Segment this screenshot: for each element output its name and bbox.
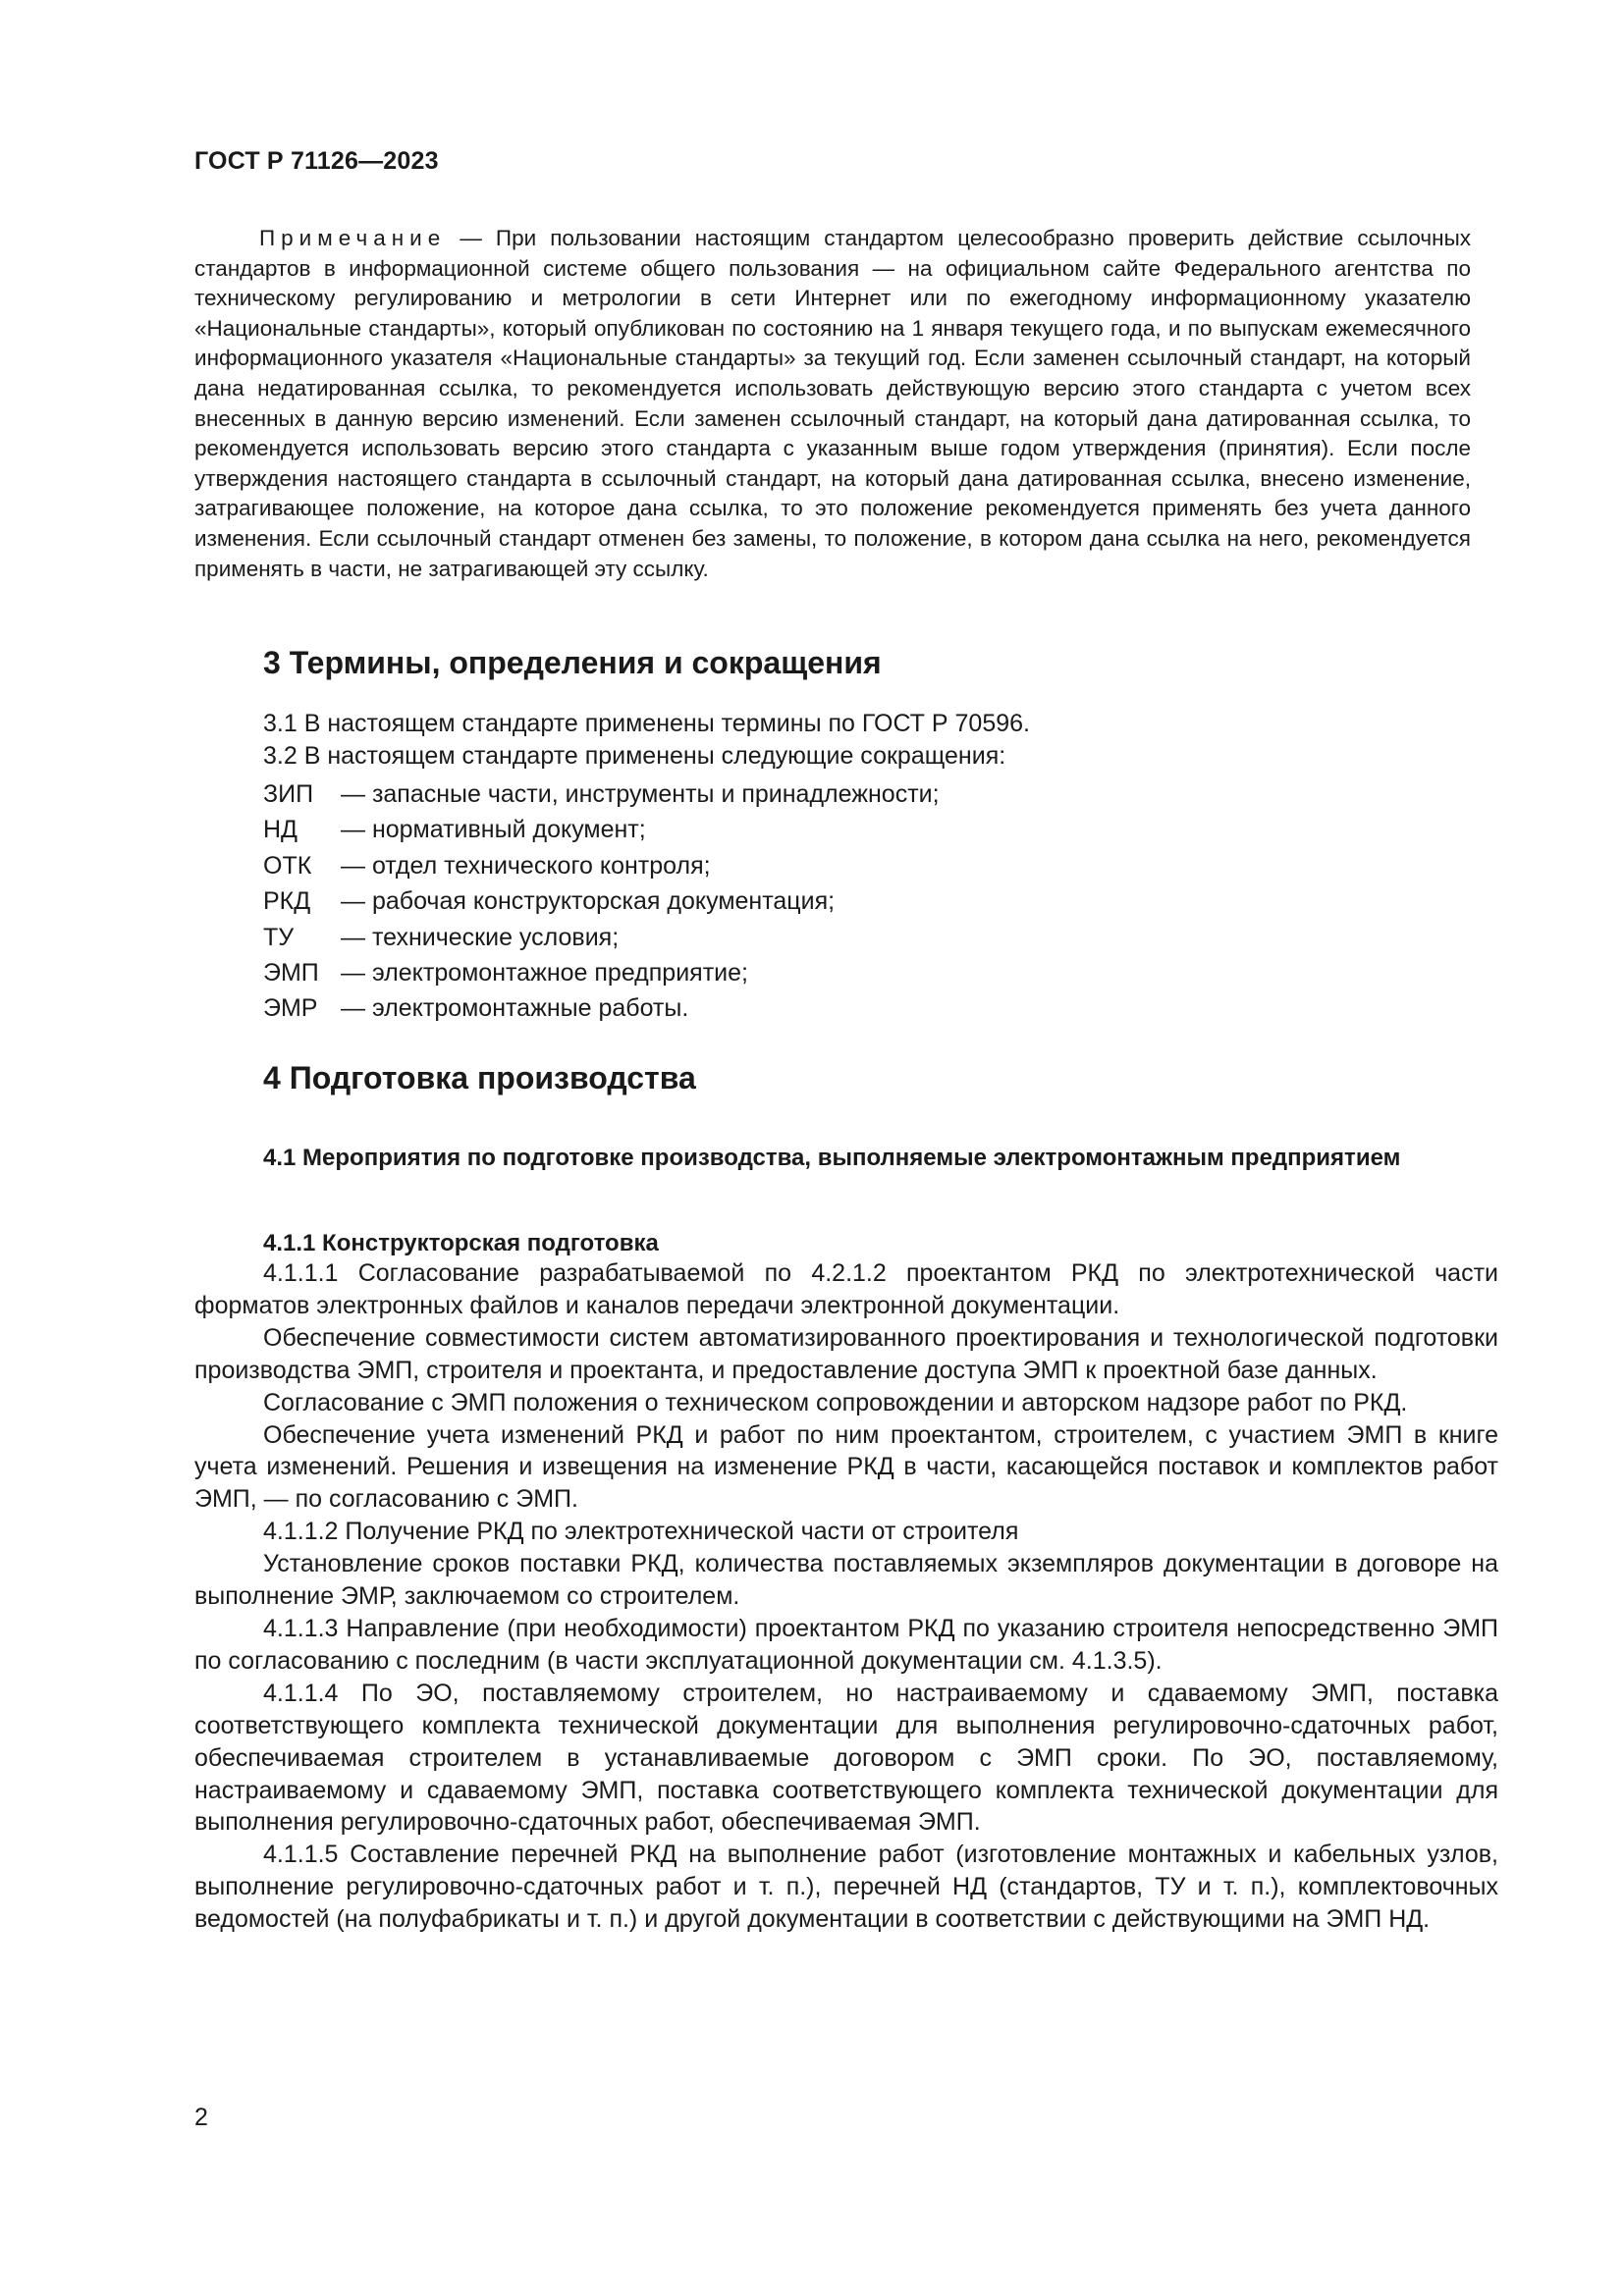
- abbreviation-code: ЭМР: [263, 994, 318, 1023]
- body-paragraph: 4.1.1.4 По ЭО, поставляемому строителем, но настраиваемому и сдаваемому ЭМП, поставка соответствующего комплекта технической документации для выполнения регулировочно-сдаточных работ, обеспечиваемая строителем в устанавливаемые договором с ЭМП сроки. По ЭО, поставляемому, настраиваемому и сдаваемому ЭМП, поставка соответствующего комплекта технической документации для выполнения регулировочно-сдаточных работ, обеспечиваемая ЭМП.: [194, 1679, 1498, 1837]
- document-header: ГОСТ Р 71126—2023: [194, 147, 439, 175]
- abbreviation-item: [263, 990, 940, 1026]
- body-paragraph: Согласование с ЭМП положения о техническом сопровождении и авторском надзоре работ по РКД.: [263, 1388, 1408, 1416]
- abbreviation-item: [263, 812, 940, 847]
- body-paragraph: 4.1.1.5 Составление перечней РКД на выполнение работ (изготовление монтажных и кабельных узлов, выполнение регулировочно-сдаточных работ и т. п.), перечней НД (стандартов, ТУ и т. п.), комплектовочных ведомостей (на полуфабрикаты и т. п.) и другой документации в соответствии с действующими на ЭМП НД.: [194, 1841, 1498, 1934]
- note-label: Примечание: [259, 226, 447, 250]
- reference-note: [194, 224, 1471, 584]
- abbreviation-code: ОТК: [263, 851, 312, 880]
- abbreviation-code: РКД: [263, 887, 311, 916]
- page-number: 2: [194, 2104, 208, 2131]
- body-paragraph: 4.1.1.3 Направление (при необходимости) проектантом РКД по указанию строителя непосредственно ЭМП по согласованию с последним (в части эксплуатационной документации см. 4.1.3.5).: [194, 1614, 1498, 1675]
- section-4-title: 4 Подготовка производства: [263, 1060, 696, 1095]
- abbreviation-definition: — электромонтажное предприятие;: [341, 958, 748, 987]
- abbreviation-item: [263, 883, 940, 919]
- abbreviation-item: [263, 920, 940, 955]
- abbreviation-definition: — электромонтажные работы.: [341, 994, 689, 1023]
- abbreviation-definition: — запасные части, инструменты и принадлежности;: [341, 780, 940, 808]
- section-4-1-title: 4.1 Мероприятия по подготовке производства, выполняемые электромонтажным предприятием: [263, 1145, 1401, 1171]
- abbreviation-definition: — нормативный документ;: [341, 816, 646, 844]
- abbreviation-item: [263, 776, 940, 812]
- abbreviation-code: ТУ: [263, 923, 295, 951]
- section-3-title: 3 Термины, определения и сокращения: [263, 645, 882, 680]
- abbreviations-list: [263, 776, 940, 1027]
- body-paragraph: Установление сроков поставки РКД, количества поставляемых экземпляров документации в договоре на выполнение ЭМР, заключаемом со строителем.: [194, 1550, 1498, 1611]
- section-4-body: [194, 1257, 1498, 1936]
- abbreviation-code: ЗИП: [263, 780, 314, 808]
- abbreviation-definition: — технические условия;: [341, 923, 620, 951]
- note-text: — При пользовании настоящим стандартом целесообразно проверить действие ссылочных стандартов в информационной системе общего пользования — на официальном сайте Федерального агентства по техническому регулированию и метрологии в сети Интернет или по ежегодному информационному указателю «Национальные стандарты», который опубликован по состоянию на 1 января текущего года, и по выпускам ежемесячного информационного указателя «Национальные стандарты» за текущий год. Если заменен ссылочный стандарт, на который дана недатированная ссылка, то рекомендуется использовать действующую версию этого стандарта с учетом всех внесенных в данную версию изменений. Если заменен ссылочный стандарт, на который дана датированная ссылка, то рекомендуется использовать версию этого стандарта с указанным выше годом утверждения (принятия). Если после утверждения настоящего стандарта в ссылочный стандарт, на который дана датированная ссылка, внесено изменение, затрагивающее положение, на которое дана ссылка, то это положение рекомендуется применять без учета данного изменения. Если ссылочный стандарт отменен без замены, то положение, в котором дана ссылка на него, рекомендуется применять в части, не затрагивающей эту ссылку.: [194, 226, 1471, 581]
- abbreviation-definition: — отдел технического контроля;: [341, 851, 711, 880]
- abbreviation-item: [263, 955, 940, 990]
- abbreviation-code: ЭМП: [263, 958, 319, 987]
- body-paragraph: 4.1.1.2 Получение РКД по электротехнической части от строителя: [263, 1518, 1019, 1546]
- body-paragraph: Обеспечение совместимости систем автоматизированного проектирования и технологической подготовки производства ЭМП, строителя и проектанта, и предоставление доступа ЭМП к проектной базе данных.: [194, 1323, 1498, 1384]
- body-paragraph: Обеспечение учета изменений РКД и работ по ним проектантом, строителем, с участием ЭМП в книге учета изменений. Решения и извещения на изменение РКД в части, касающейся поставок и комплектов работ ЭМП, — по согласованию с ЭМП.: [194, 1420, 1498, 1514]
- abbreviation-item: [263, 848, 940, 883]
- section-3-1-paragraph: 3.1 В настоящем стандарте применены термины по ГОСТ Р 70596.: [263, 710, 1030, 737]
- body-paragraph: 4.1.1.1 Согласование разрабатываемой по 4.2.1.2 проектантом РКД по электротехнической части форматов электронных файлов и каналов передачи электронной документации.: [194, 1259, 1498, 1319]
- abbreviation-definition: — рабочая конструкторская документация;: [341, 887, 836, 916]
- section-4-1-1-title: 4.1.1 Конструкторская подготовка: [263, 1230, 659, 1256]
- abbreviation-code: НД: [263, 816, 298, 844]
- section-3-2-paragraph: 3.2 В настоящем стандарте применены следующие сокращения:: [263, 742, 1006, 770]
